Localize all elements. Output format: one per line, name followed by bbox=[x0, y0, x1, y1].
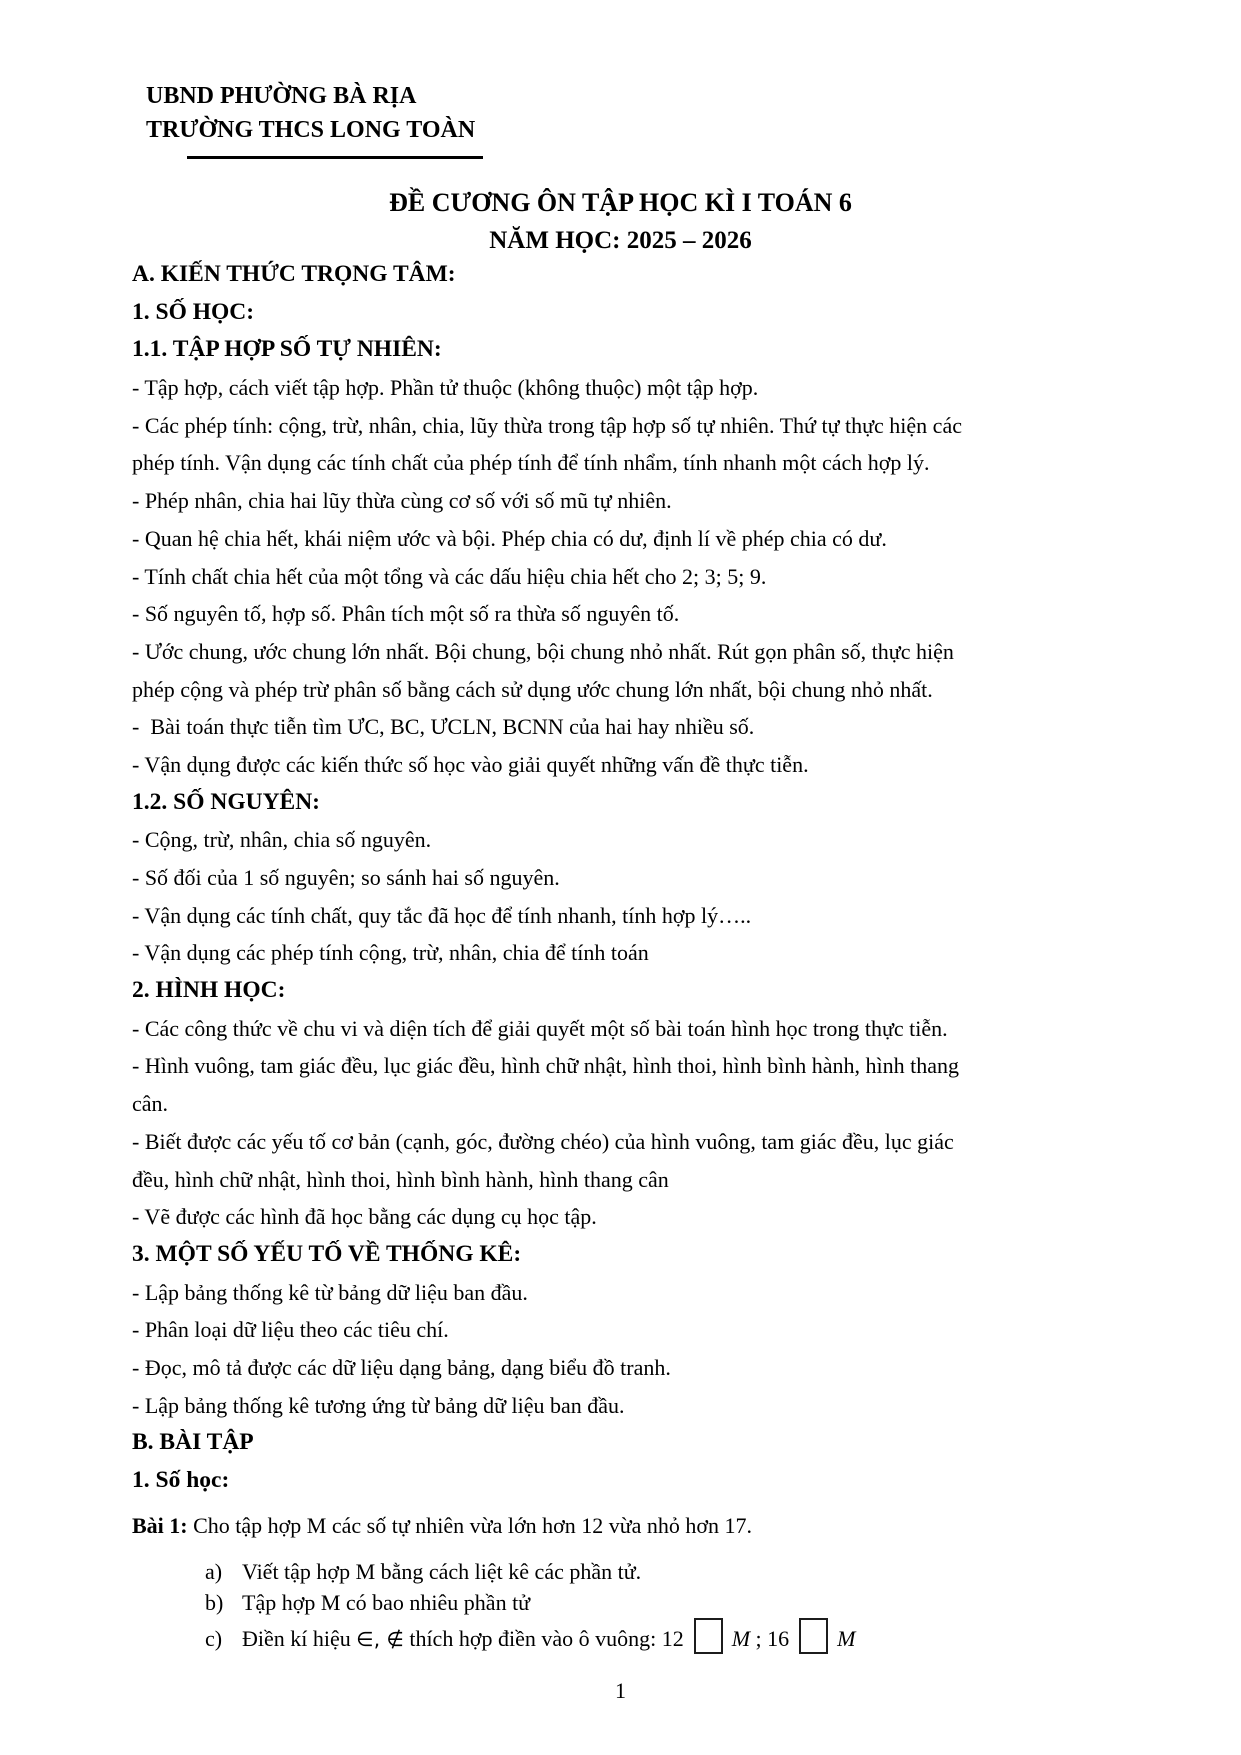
text-line: - Lập bảng thống kê tương ứng từ bảng dữ liệu ban đầu. bbox=[132, 1392, 625, 1418]
text-line: - Số đối của 1 số nguyên; so sánh hai số nguyên. bbox=[132, 865, 560, 890]
school-header bbox=[146, 79, 475, 147]
section-heading: 3. MỘT SỐ YẾU TỐ VỀ THỐNG KÊ: bbox=[132, 1240, 522, 1267]
text-line: - Lập bảng thống kê từ bảng dữ liệu ban đầu. bbox=[132, 1279, 528, 1305]
answer-box[interactable] bbox=[694, 1618, 723, 1654]
text-line: phép tính. Vận dụng các tính chất của phép tính để tính nhẩm, tính nhanh một cách hợp lý. bbox=[132, 450, 930, 476]
item-text: ; 16 bbox=[750, 1626, 790, 1651]
section-heading: 1.1. TẬP HỢP SỐ TỰ NHIÊN: bbox=[132, 336, 442, 363]
text-line: - Vận dụng các tính chất, quy tắc đã học để tính nhanh, tính hợp lý….. bbox=[132, 902, 752, 928]
school-authority-line: UBND PHƯỜNG BÀ RỊA bbox=[146, 83, 417, 109]
text-line: cân. bbox=[132, 1091, 169, 1117]
item-text: Viết tập hợp M bằng cách liệt kê các phần tử. bbox=[242, 1559, 642, 1584]
text-line: - Vẽ được các hình đã học bằng các dụng cụ học tập. bbox=[132, 1204, 597, 1230]
text-line: - Vận dụng các phép tính cộng, trừ, nhân, chia để tính toán bbox=[132, 940, 649, 966]
text-line: đều, hình chữ nhật, hình thoi, hình bình hành, hình thang cân bbox=[132, 1166, 669, 1192]
text-line: - Các công thức về chu vi và diện tích để giải quyết một số bài toán hình học trong thực tiễn. bbox=[132, 1015, 948, 1041]
exercise-item bbox=[205, 1556, 1142, 1587]
exercise-item bbox=[205, 1618, 1142, 1655]
exercise-label: Bài 1: bbox=[132, 1513, 188, 1538]
text-line: - Biết được các yếu tố cơ bản (cạnh, góc, đường chéo) của hình vuông, tam giác đều, lục giác bbox=[132, 1128, 954, 1154]
text-line: phép cộng và phép trừ phân số bằng cách sử dụng ước chung lớn nhất, bội chung nhỏ nhất. bbox=[132, 676, 933, 702]
item-marker: c) bbox=[205, 1626, 223, 1651]
section-heading: A. KIẾN THỨC TRỌNG TÂM: bbox=[132, 261, 456, 287]
school-name-line: TRƯỜNG THCS LONG TOÀN bbox=[146, 117, 476, 143]
exercise-intro-text: Cho tập hợp M các số tự nhiên vừa lớn hơn 12 vừa nhỏ hơn 17. bbox=[187, 1513, 753, 1538]
math-variable: M bbox=[731, 1626, 751, 1651]
item-text: thích hợp điền vào ô vuông: 12 bbox=[403, 1626, 684, 1651]
exercise-items bbox=[132, 1556, 1142, 1655]
text-line: - Các phép tính: cộng, trừ, nhân, chia, lũy thừa trong tập hợp số tự nhiên. Thứ tự thực hiện các bbox=[132, 412, 962, 438]
text-line: - Tập hợp, cách viết tập hợp. Phần tử thuộc (không thuộc) một tập hợp. bbox=[132, 375, 759, 401]
text-line: - Phép nhân, chia hai lũy thừa cùng cơ số với số mũ tự nhiên. bbox=[132, 488, 672, 514]
title-school-year: NĂM HỌC: 2025 – 2026 bbox=[489, 227, 752, 254]
text-line: - Vận dụng được các kiến thức số học vào giải quyết những vấn đề thực tiễn. bbox=[132, 751, 809, 777]
section-heading: 1. SỐ HỌC: bbox=[132, 298, 255, 325]
text-line: - Hình vuông, tam giác đều, lục giác đều, hình chữ nhật, hình thoi, hình bình hành, hình thang bbox=[132, 1053, 959, 1079]
item-text: Tập hợp M có bao nhiêu phần tử bbox=[242, 1590, 531, 1615]
set-membership-symbols: ∈, ∉ bbox=[356, 1627, 404, 1651]
page-number: 1 bbox=[615, 1678, 626, 1703]
math-variable: M bbox=[837, 1626, 856, 1651]
item-marker: a) bbox=[205, 1559, 223, 1584]
document-title bbox=[0, 184, 1241, 260]
text-line: - Quan hệ chia hết, khái niệm ước và bội. Phép chia có dư, định lí về phép chia có dư. bbox=[132, 525, 887, 551]
document-body bbox=[132, 256, 1142, 1500]
text-line: - Tính chất chia hết của một tổng và các dấu hiệu chia hết cho 2; 3; 5; 9. bbox=[132, 563, 767, 589]
text-line: - Bài toán thực tiễn tìm ƯC, BC, ƯCLN, BCNN của hai hay nhiều số. bbox=[132, 714, 755, 740]
header-underline bbox=[187, 156, 483, 159]
text-line: - Số nguyên tố, hợp số. Phân tích một số ra thừa số nguyên tố. bbox=[132, 601, 680, 627]
exercise-bai-1 bbox=[132, 1507, 1142, 1655]
section-heading: 1. Số học: bbox=[132, 1467, 230, 1493]
title-main: ĐỀ CƯƠNG ÔN TẬP HỌC KÌ I TOÁN 6 bbox=[389, 188, 852, 217]
section-heading: 2. HÌNH HỌC: bbox=[132, 977, 286, 1004]
section-heading: 1.2. SỐ NGUYÊN: bbox=[132, 788, 321, 815]
section-heading: B. BÀI TẬP bbox=[132, 1429, 254, 1456]
text-line: - Đọc, mô tả được các dữ liệu dạng bảng, dạng biểu đồ tranh. bbox=[132, 1354, 671, 1380]
exercise-item bbox=[205, 1587, 1142, 1618]
text-line: - Phân loại dữ liệu theo các tiêu chí. bbox=[132, 1317, 449, 1343]
text-line: - Cộng, trừ, nhân, chia số nguyên. bbox=[132, 827, 432, 853]
text-line: - Ước chung, ước chung lớn nhất. Bội chung, bội chung nhỏ nhất. Rút gọn phân số, thực hiện bbox=[132, 638, 954, 664]
item-marker: b) bbox=[205, 1590, 224, 1615]
item-text: Điền kí hiệu bbox=[242, 1626, 357, 1651]
exercise-statement bbox=[132, 1507, 1142, 1544]
answer-box[interactable] bbox=[799, 1618, 828, 1654]
